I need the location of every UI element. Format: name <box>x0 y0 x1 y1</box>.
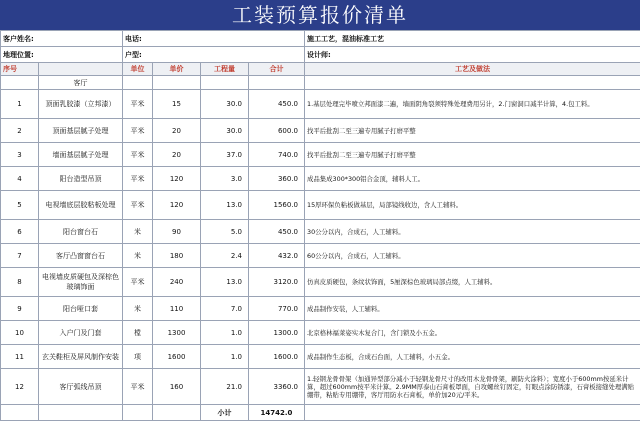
item-unit: 米 <box>123 220 153 244</box>
item-total: 1600.0 <box>249 345 305 369</box>
item-craft: 15厚环保负粘板做基层，局部镜线收边，含人工辅料。 <box>305 191 640 220</box>
section-name: 客厅 <box>39 76 123 90</box>
item-quantity: 5.0 <box>201 220 249 244</box>
item-total: 450.0 <box>249 90 305 119</box>
subtotal-label: 小计 <box>201 405 249 421</box>
row-number: 6 <box>1 220 39 244</box>
subtotal-value: 14742.0 <box>249 405 305 421</box>
row-number: 10 <box>1 321 39 345</box>
item-name: 入户门及门套 <box>39 321 123 345</box>
item-craft: 找平后批刮二至三遍专用腻子打磨平整 <box>305 119 640 143</box>
table-row <box>1 143 640 167</box>
table-row <box>1 268 640 297</box>
col-unit: 单位 <box>123 63 153 76</box>
item-name: 顶面基层腻子处理 <box>39 119 123 143</box>
section-row <box>1 76 640 90</box>
table-row <box>1 191 640 220</box>
item-total: 360.0 <box>249 167 305 191</box>
col-qty: 工程量 <box>201 63 249 76</box>
table-row <box>1 297 640 321</box>
item-unit: 平米 <box>123 119 153 143</box>
item-price: 20 <box>153 143 201 167</box>
customer-label: 客户姓名: <box>1 31 123 47</box>
item-unit: 平米 <box>123 191 153 220</box>
table-row <box>1 369 640 405</box>
item-total: 1560.0 <box>249 191 305 220</box>
item-unit: 平米 <box>123 268 153 297</box>
table-row <box>1 167 640 191</box>
item-unit: 樘 <box>123 321 153 345</box>
table-row <box>1 321 640 345</box>
item-craft: 找平后批刮二至三遍专用腻子打磨平整 <box>305 143 640 167</box>
row-number: 7 <box>1 244 39 268</box>
row-number: 8 <box>1 268 39 297</box>
row-number: 3 <box>1 143 39 167</box>
item-quantity: 13.0 <box>201 191 249 220</box>
item-quantity: 3.0 <box>201 167 249 191</box>
info-row-1 <box>1 31 640 47</box>
item-name: 玄关鞋柜及屏风制作安装 <box>39 345 123 369</box>
designer-label: 设计师: <box>305 47 640 63</box>
location-label: 地理位置: <box>1 47 123 63</box>
item-name: 客厅凸窗窗台石 <box>39 244 123 268</box>
item-unit: 平米 <box>123 167 153 191</box>
item-name: 电视墙皮质硬包及深棕色玻璃饰面 <box>39 268 123 297</box>
item-price: 120 <box>153 167 201 191</box>
item-total: 770.0 <box>249 297 305 321</box>
item-unit: 平米 <box>123 143 153 167</box>
item-unit: 米 <box>123 244 153 268</box>
item-price: 1600 <box>153 345 201 369</box>
house-type-label: 户型: <box>123 47 305 63</box>
col-total: 合计 <box>249 63 305 76</box>
row-number: 2 <box>1 119 39 143</box>
budget-table <box>0 30 640 421</box>
item-quantity: 21.0 <box>201 369 249 405</box>
item-price: 180 <box>153 244 201 268</box>
subtotal-row <box>1 405 640 421</box>
item-quantity: 30.0 <box>201 119 249 143</box>
row-number: 4 <box>1 167 39 191</box>
item-craft: 北京格林福莱姿实木复合门，含门锁及小五金。 <box>305 321 640 345</box>
col-price: 单价 <box>153 63 201 76</box>
item-total: 1300.0 <box>249 321 305 345</box>
item-quantity: 7.0 <box>201 297 249 321</box>
phone-label: 电话: <box>123 31 305 47</box>
item-price: 160 <box>153 369 201 405</box>
sheet-title: 工装预算报价清单 <box>0 0 640 30</box>
item-quantity: 2.4 <box>201 244 249 268</box>
item-craft: 1.基层处理完毕喷立邦面漆二遍，墙面阴角裂须特殊处理费用另计，2.门窗洞口减半计算，4.包工料。 <box>305 90 640 119</box>
item-quantity: 1.0 <box>201 345 249 369</box>
item-name: 墙面基层腻子处理 <box>39 143 123 167</box>
row-number: 1 <box>1 90 39 119</box>
col-name <box>39 63 123 76</box>
item-craft: 成品集成300*300铝合金顶，辅料人工。 <box>305 167 640 191</box>
item-price: 15 <box>153 90 201 119</box>
item-quantity: 1.0 <box>201 321 249 345</box>
item-name: 阳台窗台石 <box>39 220 123 244</box>
item-price: 20 <box>153 119 201 143</box>
row-number: 12 <box>1 369 39 405</box>
item-quantity: 37.0 <box>201 143 249 167</box>
item-name: 电视墙底层胶粘板处理 <box>39 191 123 220</box>
item-unit: 平米 <box>123 90 153 119</box>
item-total: 432.0 <box>249 244 305 268</box>
item-quantity: 13.0 <box>201 268 249 297</box>
item-name: 阳台造型吊顶 <box>39 167 123 191</box>
col-craft: 工艺及做法 <box>305 63 640 76</box>
item-unit: 项 <box>123 345 153 369</box>
item-craft: 1.轻钢龙骨骨架（加通异型部分减小于轻钢龙骨尺寸的改用木龙骨骨架，刷防火涂料）；宽度小于600mm按延米计算，超过600mm按平米计算。2.9MM厚泰山石膏板罩面，自攻螺丝钉固定，钉眼点涂防锈漆，石膏板接缝处理满贴绷带，粘贴专用绷带，客厅用防水石膏板，单价加20元/平米。 <box>305 369 640 405</box>
item-unit: 平米 <box>123 369 153 405</box>
item-craft: 成品制作安装，人工辅料。 <box>305 297 640 321</box>
item-total: 740.0 <box>249 143 305 167</box>
item-price: 240 <box>153 268 201 297</box>
column-header-row <box>1 63 640 76</box>
info-row-2 <box>1 47 640 63</box>
item-price: 90 <box>153 220 201 244</box>
item-total: 3360.0 <box>249 369 305 405</box>
item-total: 3120.0 <box>249 268 305 297</box>
item-name: 阳台哑口套 <box>39 297 123 321</box>
item-price: 1300 <box>153 321 201 345</box>
table-row <box>1 119 640 143</box>
col-no: 序号 <box>1 63 39 76</box>
table-row <box>1 345 640 369</box>
row-number: 11 <box>1 345 39 369</box>
item-total: 600.0 <box>249 119 305 143</box>
craft-label: 施工工艺，混油标准工艺 <box>305 31 640 47</box>
item-name: 客厅弧线吊顶 <box>39 369 123 405</box>
item-quantity: 30.0 <box>201 90 249 119</box>
item-craft: 成品制作生态板，合成石台面，人工辅料，小五金。 <box>305 345 640 369</box>
item-name: 顶面乳胶漆（立邦漆） <box>39 90 123 119</box>
item-craft: 60公分以内，合成石，人工辅料。 <box>305 244 640 268</box>
item-price: 110 <box>153 297 201 321</box>
table-row <box>1 220 640 244</box>
table-row <box>1 244 640 268</box>
row-number: 5 <box>1 191 39 220</box>
item-total: 450.0 <box>249 220 305 244</box>
item-rows <box>1 90 640 405</box>
row-number: 9 <box>1 297 39 321</box>
table-row <box>1 90 640 119</box>
item-price: 120 <box>153 191 201 220</box>
item-craft: 仿真皮质硬包，条纹状饰面，5厘深棕色玻璃局部点缀，人工辅料。 <box>305 268 640 297</box>
item-craft: 30公分以内，合成石，人工辅料。 <box>305 220 640 244</box>
item-unit: 米 <box>123 297 153 321</box>
